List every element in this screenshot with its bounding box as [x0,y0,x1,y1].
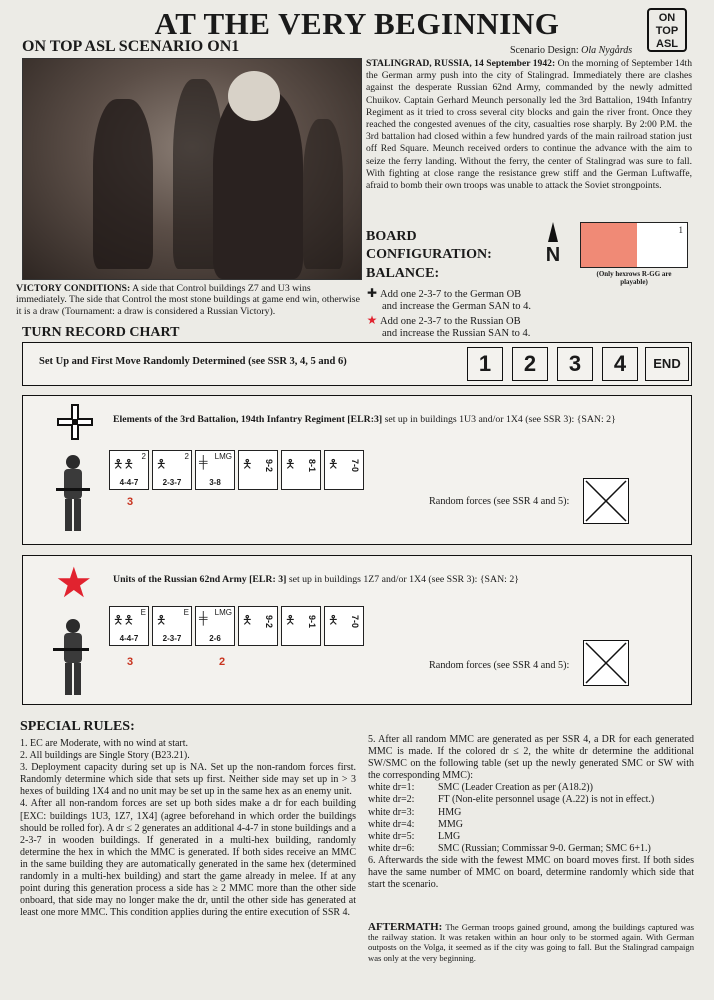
victory-conditions: VICTORY CONDITIONS: A side that Control buildings Z7 and U3 wins immediately. The side that Control the most stone buildings at game end win, otherwise it is a draw (Tournament: a draw is considered a Russian Victory). [16,283,360,317]
leader-icon: 🯅 [328,613,339,627]
ssr-5: 5. After all random MMC are generated as per SSR 4, a DR for each generated MMC is made. If the colored dr ≤ 2, the white dr determine the additional SW/SMC on the following table (set up the newly generated SMC or SW with the corresponding MMC): [368,734,694,782]
turn-record-chart [22,342,692,386]
russian-random-label: Random forces (see SSR 4 and 5): [429,660,570,671]
setup-text: Set Up and First Move Randomly Determined (see SSR 3, 4, 5 and 6) [39,356,347,367]
german-ob-text: Elements of the 3rd Battalion, 194th Infantry Regiment [ELR:3] set up in buildings 1U3 and/or 1X4 (see SSR 3): {SAN: 2} [113,414,616,425]
dr-row: white dr=1: SMC (Leader Creation as per (A18.2)) [368,782,593,794]
scenario-designer: Scenario Design: Ola Nygårds [510,45,633,56]
german-leader-counter: 🯅 8-1 [281,450,321,490]
red-star-icon: ★ [366,313,378,327]
north-arrow-icon: N [540,222,566,267]
german-counters [109,450,364,490]
russian-lmg-counter: ╪ LMG 2-6 [195,606,235,646]
squad-icon: 🯅🯅 [113,457,135,471]
lmg-icon: ╪ [199,455,208,469]
lmg-icon: ╪ [199,611,208,625]
russian-half-squad-counter: 🯅 E 2-3-7 [152,606,192,646]
ssr-1: 1. EC are Moderate, with no wind at start. [20,738,189,749]
balance-russian: ★ Add one 2-3-7 to the Russian OB and increase the Russian SAN to 4. [366,313,531,339]
red-star-icon: ★ [55,561,93,607]
russian-ob [22,555,692,705]
german-soldier-icon [53,454,93,534]
dr-row: white dr=2: FT (Non-elite personnel usage (A.22) is not in effect.) [368,794,655,806]
turn-2: 2 [512,347,548,381]
german-lmg-counter: ╪ LMG 3-8 [195,450,235,490]
leader-icon: 🯅 [328,457,339,471]
special-rules-title: SPECIAL RULES: [20,719,135,734]
turn-end: END [645,347,689,381]
scenario-title: AT THE VERY BEGINNING [154,6,560,41]
playable-area [581,223,637,267]
ssr-4: 4. After all non-random forces are set up both sides make a dr for each building [EXC: buildings 1U3, 1Z7, 1X4] (agree beforehand in which order the buildings should be rolled for). A dr ≤ 2 generates an additional 4-4-7 in stone buildings and a 2-3-7 in wooden buildings. If generated in a multi-hex building, randomly determine the hex in which the MMC is generated. If both sides receive an MMC in the same building they are automatically generated in the same hex (determined randomly in a multi-hex building) and start the game already in melee. If at any point during this generation process a side has ≥ 2 MMC more than the other side onboard, that side may no longer make the dr, until the other side has generated at least one more MMC. This condition applies during the entire execution of SSR 4. [20,798,356,919]
board-note: (Only hexrows R-GG are playable) [596,270,672,286]
historical-intro: STALINGRAD, RUSSIA, 14 September 1942: On the morning of September 14th the German army push into the city of Stalingrad. Immediately there are clashes against the desperate Russian 62nd Army, commanded by the newly admitted Chuikov. Captain Gerhard Meunch personally led the 3rd Battalion, 194th Infantry Regiment as it tried to cross several city blocks and gain the river front. Once they reached the congested avenues of the city, casualties rose sharply. By 2:00 P.M. the 3rd battalion had closed within a few hundred yards of the main railroad station just off Red Square. Meunch received orders to continue the advance with the aim to seize the ferry landing. Without the ferry, the center of Stalingrad was sure to fall. With fighting at close range the resistance grew stiff and the German Luftwaffe, afraid to bomb their own troops was unable to attack the Soviet strongpoints. [366,58,692,192]
dr-table [368,782,694,855]
on-top-asl-logo: ON TOP ASL [647,8,687,52]
iron-cross-icon: ✚ [366,286,378,300]
dr-row: white dr=5: LMG [368,830,461,842]
german-leader-counter: 🯅 7-0 [324,450,364,490]
turn-record-title: TURN RECORD CHART [22,325,180,340]
russian-leader-counter: 🯅 9-2 [238,606,278,646]
russian-lmg-multiplier: 2 [219,656,226,668]
turn-4: 4 [602,347,638,381]
half-squad-icon: 🯅 [156,613,167,627]
ssr-2: 2. All buildings are Single Story (B23.21). [20,750,190,762]
special-rules-right [368,734,694,891]
german-ob [22,395,692,545]
russian-squad-counter: 🯅🯅 E 4-4-7 [109,606,149,646]
turn-1: 1 [467,347,503,381]
russian-leader-counter: 🯅 7-0 [324,606,364,646]
russian-squad-multiplier: 3 [127,656,134,668]
cross-out-icon [584,641,628,685]
leader-icon: 🯅 [285,457,296,471]
special-rules-left [20,738,356,919]
german-squad-counter: 🯅🯅 2 4-4-7 [109,450,149,490]
cross-out-icon [584,479,628,523]
board-configuration-label: BOARD CONFIGURATION: [366,229,492,262]
russian-ob-text: Units of the Russian 62nd Army [ELR: 3] set up in buildings 1Z7 and/or 1X4 (see SSR 3): {SAN: 2} [113,574,519,585]
iron-cross-icon [57,404,93,440]
ssr-6: 6. Afterwards the side with the fewest MMC on board moves first. If both sides have the same number of MMC on board, determine randomly which side that start the scenario. [368,854,694,891]
leader-icon: 🯅 [242,613,253,627]
aftermath: AFTERMATH: The German troops gained ground, among the buildings captured was the railway station. It was retaken within an hour only to be stormed again. With German outposts on the Volga, it seemed as if the city was going to fall. But the Stalingrad campaign was only at the very beginning. [368,921,694,963]
dr-row: white dr=3: HMG [368,806,462,818]
leader-icon: 🯅 [285,613,296,627]
german-random-box[interactable] [583,478,629,524]
ssr-3: 3. Deployment capacity during set up is NA. Set up the non-random forces first. Randomly determine which side that sets up first. Neither side may set up in > 3 hexes of building 1X4 and no unit may be set up in the same hex as an enemy unit. [20,762,356,798]
dr-row: white dr=4: MMG [368,818,464,830]
german-leader-counter: 🯅 9-2 [238,450,278,490]
turn-3: 3 [557,347,593,381]
board-number: 1 [678,225,683,235]
russian-leader-counter: 🯅 9-1 [281,606,321,646]
russian-random-box[interactable] [583,640,629,686]
russian-counters [109,606,364,646]
german-half-squad-counter: 🯅 2 2-3-7 [152,450,192,490]
board-map [580,222,688,268]
dr-row: white dr=6: SMC (Russian; Commissar 9-0. German; SMC 6+1.) [368,842,651,854]
scenario-id: ON TOP ASL SCENARIO ON1 [22,38,240,55]
balance-label: BALANCE: [366,266,440,281]
german-random-label: Random forces (see SSR 4 and 5): [429,496,570,507]
half-squad-icon: 🯅 [156,457,167,471]
leader-icon: 🯅 [242,457,253,471]
balance-german: ✚ Add one 2-3-7 to the German OB and increase the German SAN to 4. [366,286,531,312]
squad-icon: 🯅🯅 [113,613,135,627]
german-squad-multiplier: 3 [127,496,134,508]
historical-photo [22,58,362,280]
russian-soldier-icon [53,618,93,698]
